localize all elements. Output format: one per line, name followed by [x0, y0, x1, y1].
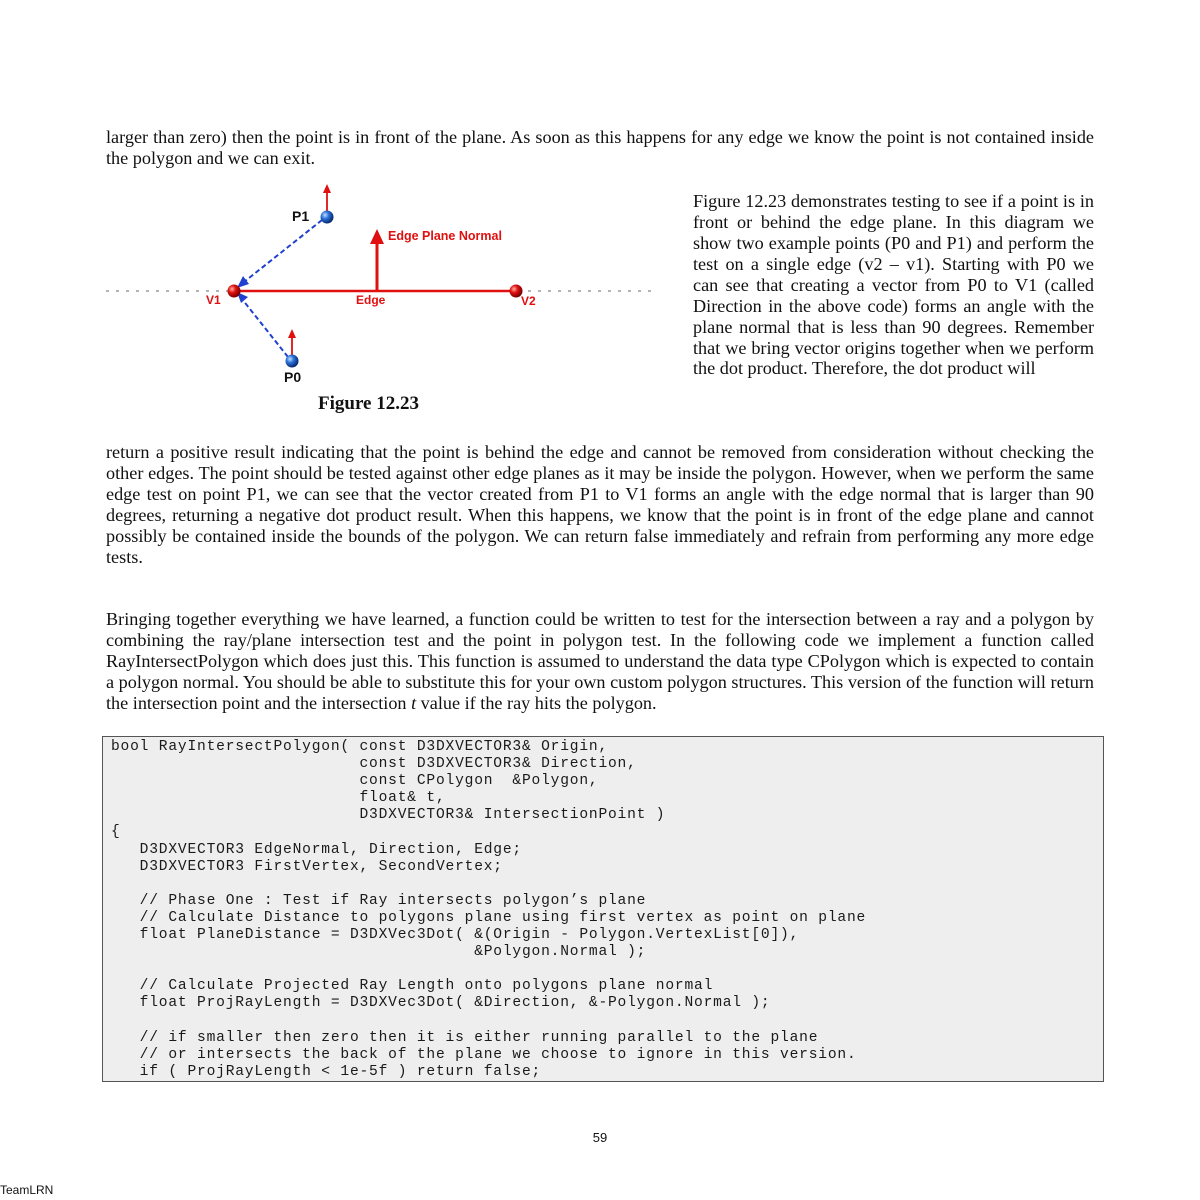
t-variable: t [411, 692, 417, 713]
bringing-text-start: Bringing together everything we have learned, a function could be written to test for the intersection between a ray and a polygon by combining the ray/plane intersection test and the point in polygon test. In the following code we implement a function called RayIntersectPolygon which does just this. This function is assumed to understand the data type CPolygon which is expected to contain a polygon normal. You should be able to substitute this for your own custom polygon structures. This version of the function will return the intersection point and the intersection [106, 609, 1094, 713]
figure-caption: Figure 12.23 [318, 393, 419, 414]
label-edge: Edge [356, 293, 386, 307]
vector-p1-to-v1-head [237, 276, 249, 288]
vector-p0-to-v1 [242, 299, 288, 357]
vector-p1-to-v1 [244, 220, 322, 282]
label-v1: V1 [206, 293, 221, 307]
label-edge-plane-normal: Edge Plane Normal [388, 229, 502, 243]
vertex-v1 [228, 285, 241, 298]
point-p1 [321, 211, 334, 224]
edge-plane-diagram [106, 176, 666, 421]
bringing-text-end: value if the ray hits the polygon. [416, 692, 657, 713]
edge-normal-arrow-head [370, 229, 384, 244]
continued-paragraph: return a positive result indicating that the point is behind the edge and cannot be removed from consideration without checking the other edges. The point should be tested against other edge planes as it may be inside the polygon. However, when we perform the same edge test on point P1, we can see that the vector created from P1 to V1 forms an angle with the edge normal that is larger than 90 degrees, returning a negative dot product result. When this happens, we know that the point is in front of the edge plane and cannot possibly be contained inside the bounds of the polygon. We can return false immediately and refrain from performing any more edge tests. [106, 442, 1094, 567]
code-text: bool RayIntersectPolygon( const D3DXVECTOR3& Origin, const D3DXVECTOR3& Direction, const CPolygon &Polygon, float& t, D3DXVECTOR3& IntersectionPoint ) { D3DXVECTOR3 EdgeNormal, Direction, Edge; D3DXVECTOR3 FirstVertex, SecondVertex; // Phase One : Test if Ray intersects polygon’s plane // Calculate Distance to polygons plane using first vertex as point on plane float PlaneDistance = D3DXVec3Dot( &(Origin - Polygon.VertexList[0]), &Polygon.Normal ); // Calculate Projected Ray Length onto polygons plane normal float ProjRayLength = D3DXVec3Dot( &Direction, &-Polygon.Normal ); // if smaller then zero then it is either running parallel to the plane // or intersects the back of the plane we choose to ignore in this version. if ( ProjRayLength < 1e-5f ) return false; [111, 739, 867, 1080]
p0-up-arrow-head [288, 329, 296, 338]
code-listing [102, 736, 1104, 1082]
p1-up-arrow-head [323, 184, 331, 193]
label-v2: V2 [521, 294, 536, 308]
page-number: 59 [592, 1130, 608, 1145]
bringing-together-paragraph [106, 609, 1094, 714]
point-p0 [286, 355, 299, 368]
footer-tag: TeamLRN [0, 1183, 54, 1197]
intro-paragraph: larger than zero) then the point is in front of the plane. As soon as this happens for any edge we know the point is not contained inside the polygon and we can exit. [106, 127, 1094, 169]
label-p0: P0 [284, 369, 302, 385]
figure-12-23 [106, 176, 666, 421]
figure-description-paragraph: Figure 12.23 demonstrates testing to see if a point is in front or behind the edge plane. In this diagram we show two example points (P0 and P1) and perform the test on a single edge (v2 – v1). Starting with P0 we can see that creating a vector from P0 to V1 (called Direction in the above code) forms an angle with the plane normal that is less than 90 degrees. Remember that we bring vector origins together when we perform the dot product. Therefore, the dot product will [693, 191, 1094, 379]
label-p1: P1 [292, 208, 310, 224]
